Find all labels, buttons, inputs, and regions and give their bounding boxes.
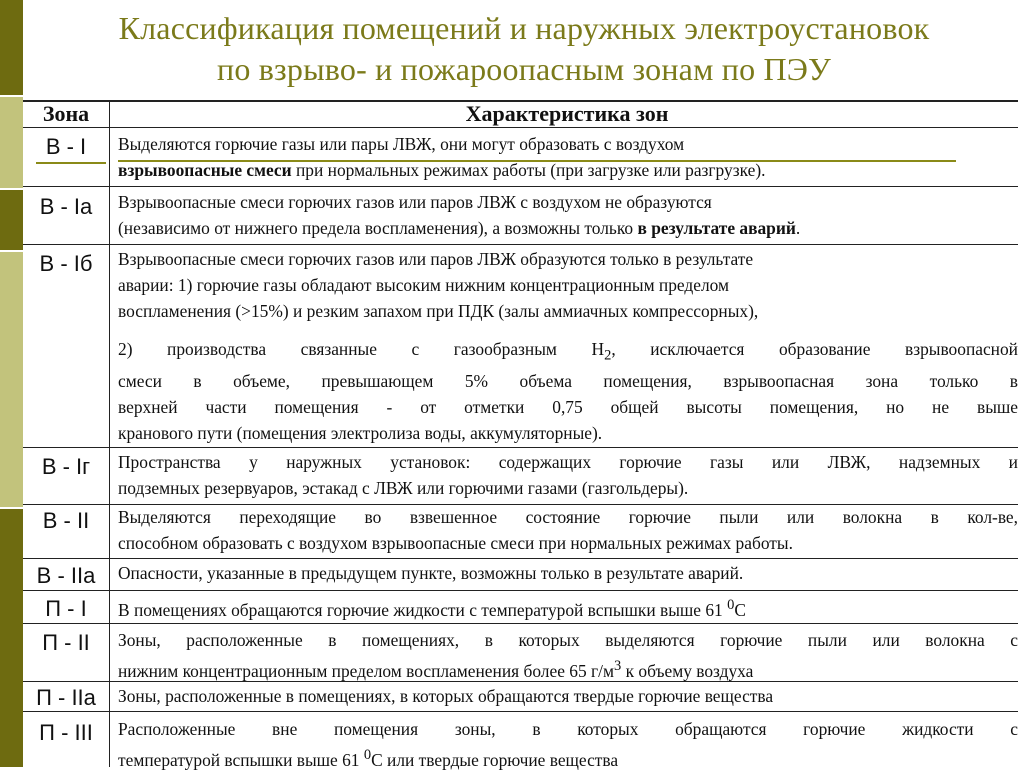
description-line: Взрывоопасные смеси горючих газов или паров ЛВЖ образуются только в результате bbox=[118, 249, 754, 269]
zone-underline bbox=[36, 162, 106, 164]
zone-label-p-iia: П - IIа bbox=[36, 685, 96, 710]
description-line: Выделяются переходящие во взвешенное состояние горючие пыли или волокна в кол-ве, bbox=[118, 507, 1018, 527]
description-line: кранового пути (помещения электролиза воды, аккумуляторные). bbox=[118, 423, 603, 444]
description-line: верхней части помещения - от отметки 0,75 общей высоты помещения, но не выше bbox=[118, 397, 1018, 418]
row-description-p-ii bbox=[118, 627, 1018, 684]
table-row-divider bbox=[23, 447, 1018, 448]
bold-term: в результате аварий bbox=[637, 218, 796, 238]
zone-label-v-ii: В - II bbox=[42, 508, 90, 533]
table-row-divider bbox=[23, 186, 1018, 187]
row-description-v-iia bbox=[118, 560, 1018, 586]
description-line: Пространства у наружных установок: содержащих горючие газы или ЛВЖ, надземных и bbox=[118, 452, 1018, 472]
stripe-dark-block bbox=[0, 509, 23, 767]
stripe-dark-block bbox=[0, 0, 23, 95]
table-row-divider bbox=[23, 590, 1018, 591]
zone-label-p-iii: П - III bbox=[39, 720, 93, 745]
zone-label-v-ig: В - Iг bbox=[41, 454, 91, 479]
row-description-v-ib bbox=[118, 246, 1018, 324]
slide-title-line-1: Классификация помещений и наружных электроустановок bbox=[118, 10, 930, 46]
table-row-divider bbox=[23, 623, 1018, 624]
description-line: 2) производства связанные с газообразным $Н_2$, исключается образование взрывоопасной bbox=[118, 339, 1018, 364]
left-decorative-stripe bbox=[0, 0, 23, 767]
description-line: Зоны, расположенные в помещениях, в которых обращаются твердые горючие вещества bbox=[118, 686, 774, 706]
description-line: воспламенения (>15%) и резким запахом при ПДК (залы аммиачных компрессорных), bbox=[118, 301, 759, 321]
description-line: смеси в объеме, превышающем 5% объема помещения, взрывоопасная зона только в bbox=[118, 371, 1018, 392]
table-row-divider bbox=[23, 244, 1018, 245]
zone-label-v-ia: В - Ia bbox=[39, 194, 93, 219]
description-line: Зоны, расположенные в помещениях, в которых выделяются горючие пыли или волокна с bbox=[118, 630, 1018, 650]
description-line: Выделяются горючие газы или пары ЛВЖ, они могут образовать с воздухом bbox=[118, 134, 685, 154]
zone-label-v-ib: В - Iб bbox=[39, 251, 93, 276]
description-line: нижним концентрационным пределом воспламенения более 65 $г/м^3$ к объему воздуха bbox=[118, 658, 754, 681]
description-line: подземных резервуаров, эстакад с ЛВЖ или горючими газами (газгольдеры). bbox=[118, 478, 689, 498]
table-row-divider bbox=[23, 558, 1018, 559]
slide-title bbox=[24, 8, 1024, 90]
table-column-divider bbox=[109, 100, 110, 767]
description-line: аварии: 1) горючие газы обладают высоким нижним концентрационным пределом bbox=[118, 275, 730, 295]
row-description-p-iii bbox=[118, 716, 1018, 773]
description-line: В помещениях обращаются горючие жидкости с температурой вспышки выше 61 $^0$С bbox=[118, 597, 746, 620]
slide-title-line-2: по взрыво- и пожароопасным зонам по ПЭУ bbox=[217, 51, 831, 87]
table-row-divider bbox=[23, 127, 1018, 128]
zone-label-p-ii: П - II bbox=[42, 630, 90, 655]
table-row-divider bbox=[23, 711, 1018, 712]
zone-label-p-i: П - I bbox=[45, 596, 87, 621]
description-line: взрывоопасные смеси при нормальных режимах работы (при загрузке или разгрузке). bbox=[118, 160, 766, 180]
row-description-p-i bbox=[118, 592, 1018, 623]
description-line: (независимо от нижнего предела воспламенения), а возможны только в результате аварий. bbox=[118, 218, 801, 238]
description-line: Взрывоопасные смеси горючих газов или паров ЛВЖ с воздухом не образуются bbox=[118, 192, 712, 212]
row-description-v-ii bbox=[118, 504, 1018, 556]
header-zone: Зона bbox=[42, 101, 90, 126]
row-description-v-ig bbox=[118, 449, 1018, 501]
zone-label-v-iia: В - IIа bbox=[36, 563, 96, 588]
description-line: Опасности, указанные в предыдущем пункте, возможны только в результате аварий. bbox=[118, 563, 744, 583]
description-line: способном образовать с воздухом взрывоопасные смеси при нормальных режимах работы. bbox=[118, 533, 793, 553]
bold-term: взрывоопасные смеси bbox=[118, 160, 292, 180]
stripe-light-block bbox=[0, 97, 23, 188]
stripe-light-block bbox=[0, 252, 23, 507]
description-line: Расположенные вне помещения зоны, в которых обращаются горючие жидкости с bbox=[118, 719, 1018, 739]
stripe-dark-block bbox=[0, 190, 23, 250]
row-description-v-ib-part-2 bbox=[118, 336, 1018, 446]
row-description-v-ia bbox=[118, 189, 1018, 241]
zone-label-v-i: В - I bbox=[45, 134, 87, 159]
row-description-p-iia bbox=[118, 683, 1018, 709]
description-line: температурой вспышки выше 61 $^0$С или твердые горючие вещества bbox=[118, 747, 619, 770]
header-characteristic: Характеристика зон bbox=[465, 101, 669, 126]
row-description-v-i bbox=[118, 131, 1018, 183]
